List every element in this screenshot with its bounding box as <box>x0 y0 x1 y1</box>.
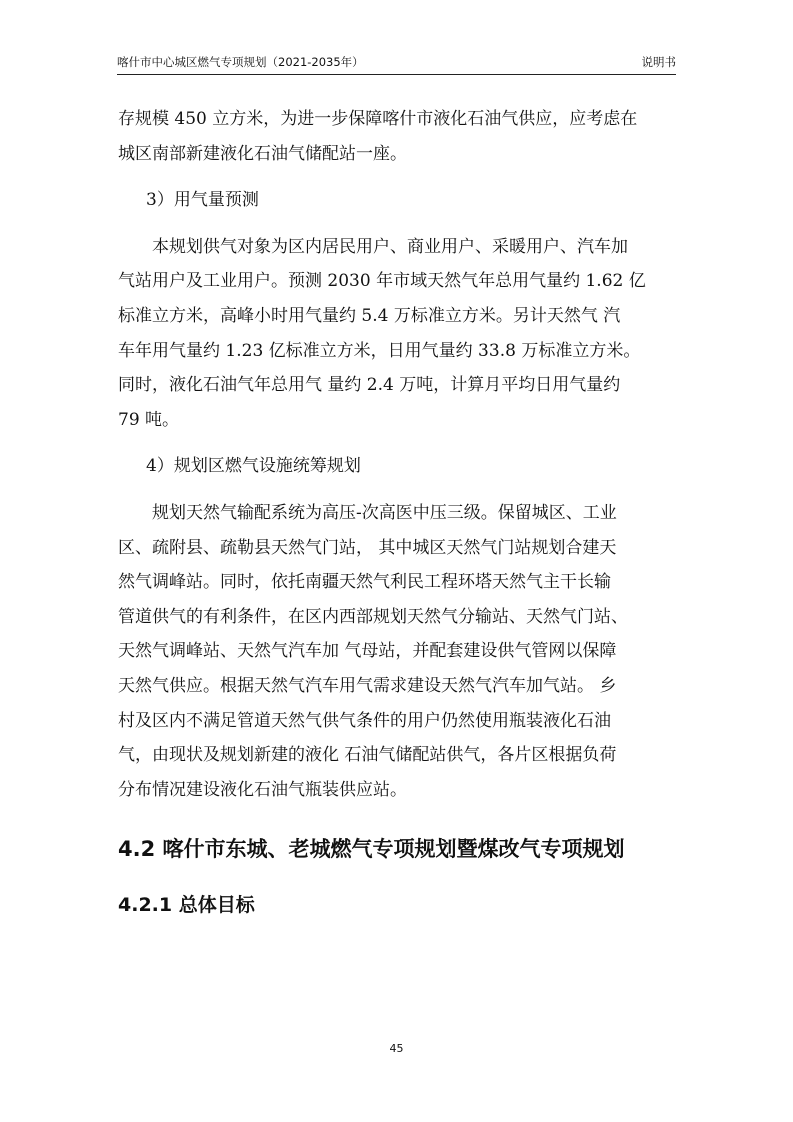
text-line: 天然气调峰站、天然气汽车加 气母站，并配套建设供气管网以保障 <box>118 641 617 662</box>
page-header <box>117 52 676 75</box>
page-number: 45 <box>389 1042 404 1055</box>
page-body <box>118 102 678 925</box>
heading-4-2: 4.2 喀什市东城、老城燃气专项规划暨煤改气专项规划 <box>118 837 625 862</box>
text-line: 城区南部新建液化石油气储配站一座。 <box>118 143 407 164</box>
section-4-title: 4）规划区燃气设施统筹规划 <box>146 456 361 477</box>
paragraph-1 <box>118 102 678 171</box>
paragraph-3 <box>118 496 678 807</box>
text-line: 标准立方米，高峰小时用气量约 5.4 万标准立方米。另计天然气 汽 <box>118 305 621 326</box>
text-line: 车年用气量约 1.23 亿标准立方米，日用气量约 33.8 万标准立方米。 <box>118 340 641 361</box>
text-line: 天然气供应。根据天然气汽车用气需求建设天然气汽车加气站。 乡 <box>118 675 617 696</box>
text-line: 村及区内不满足管道天然气供气条件的用户仍然使用瓶装液化石油 <box>118 710 611 731</box>
text-line: 存规模 450 立方米，为进一步保障喀什市液化石油气供应，应考虑在 <box>118 109 638 129</box>
text-line: 本规划供气对象为区内居民用户、商业用户、采暖用户、汽车加 <box>152 236 628 257</box>
text-line: 规划天然气输配系统为高压-次高医中压三级。保留城区、工业 <box>152 502 617 523</box>
text-line: 气站用户及工业用户。预测 2030 年市域天然气年总用气量约 1.62 亿 <box>118 271 646 292</box>
text-line: 管道供气的有利条件，在区内西部规划天然气分输站、天然气门站、 <box>118 606 628 627</box>
header-title: 喀什市中心城区燃气专项规划（2021-2035年） <box>117 55 364 69</box>
header-doc-type: 说明书 <box>641 55 676 69</box>
text-line: 然气调峰站。同时，依托南疆天然气利民工程环塔天然气主干长输 <box>118 572 611 593</box>
text-line: 区、疏附县、疏勒县天然气门站， 其中城区天然气门站规划合建天 <box>118 537 617 558</box>
text-line: 分布情况建设液化石油气瓶装供应站。 <box>118 779 407 800</box>
text-line: 79 吨。 <box>118 409 180 430</box>
text-line: 气，由现状及规划新建的液化 石油气储配站供气，各片区根据负荷 <box>118 745 617 766</box>
section-3-title: 3）用气量预测 <box>146 190 259 211</box>
paragraph-2 <box>118 230 678 438</box>
heading-4-2-1: 4.2.1 总体目标 <box>118 894 255 917</box>
text-line: 同时，液化石油气年总用气 量约 2.4 万吨，计算月平均日用气量约 <box>118 375 621 396</box>
